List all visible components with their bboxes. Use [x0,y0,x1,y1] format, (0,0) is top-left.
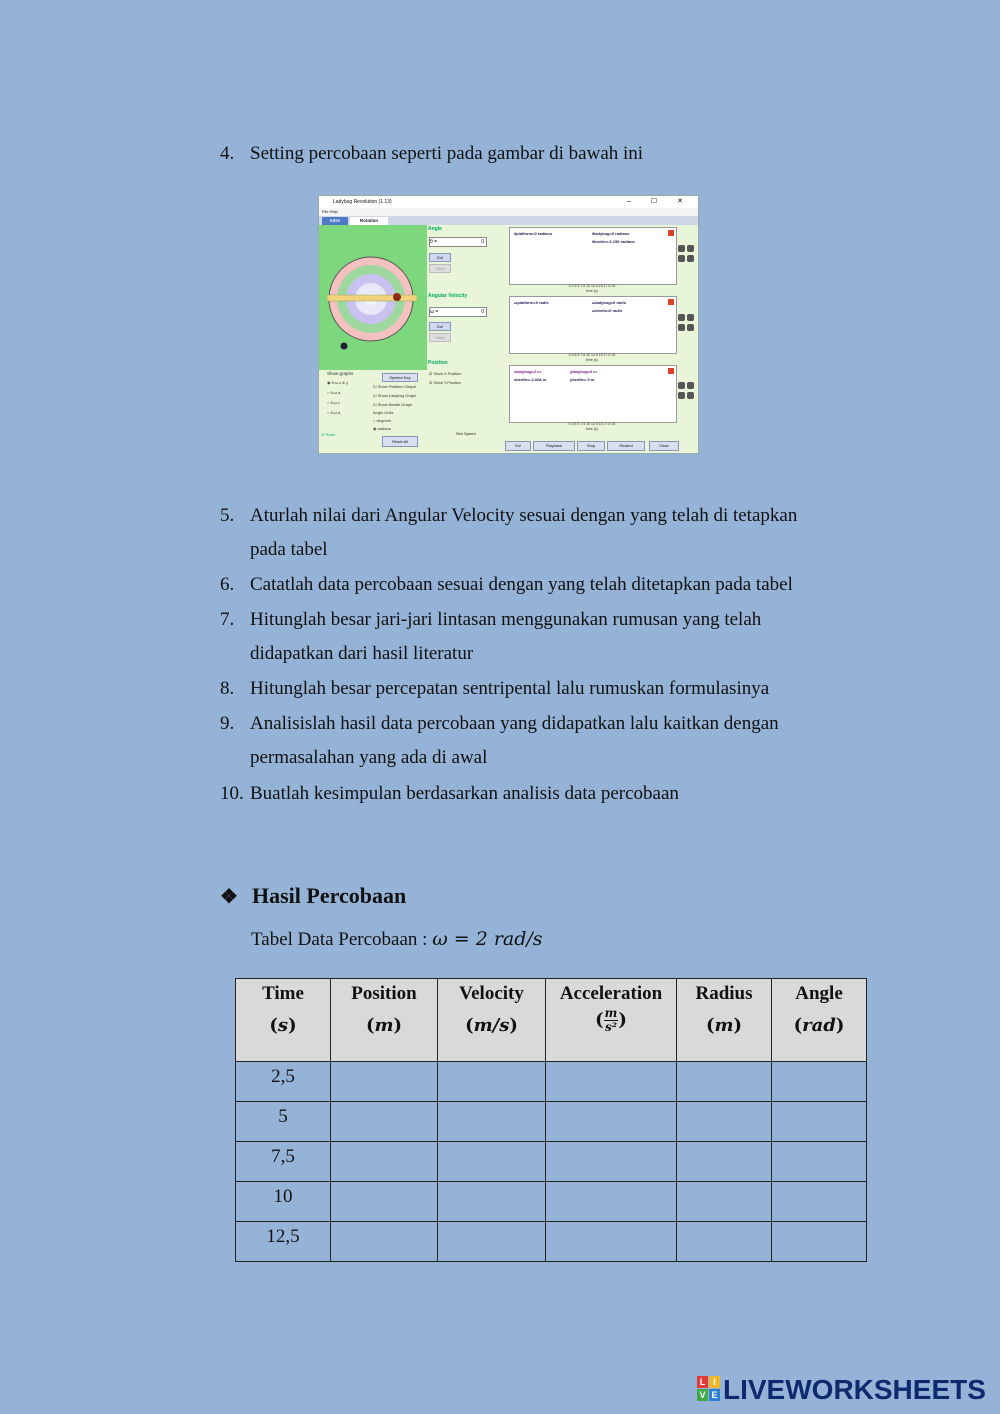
ruler-check: ☑ Ruler [321,432,336,437]
close-icon [668,299,674,305]
angle-platform-readout: θplatform=0 radians [514,231,553,236]
velocity-beetle-readout: ωbeetle=0 rad/s [592,308,623,313]
step-text [250,603,870,671]
section-heading [220,883,406,909]
graph-option-2: ○ θ,ω,a [327,390,341,395]
playback-button: Playback [533,441,575,451]
play-go-button: Go! [505,441,531,451]
time-cell: 10 [236,1182,331,1222]
time-cell: 2,5 [236,1062,331,1102]
answer-cell[interactable] [438,1222,546,1262]
unit-degrees: ○ degrees [373,418,391,423]
velocity-go-button: Go! [429,322,451,331]
answer-cell[interactable] [546,1182,677,1222]
sim-tab-rotation: Rotation [350,217,388,225]
header-angle [772,979,867,1062]
answer-cell[interactable] [772,1102,867,1142]
time-label: time (s) [586,289,598,293]
header-radius [677,979,772,1062]
answer-cell[interactable] [546,1142,677,1182]
header-label: Radius [695,983,753,1004]
show-x-label: Show X-Position [433,372,462,376]
angle-field [429,237,487,247]
omega-symbol: ω = [430,309,439,315]
position-beetle-readout: xbeetle=-2.928 m [514,377,547,382]
unit-symbol: rad [802,1015,836,1036]
table-row [236,1062,867,1102]
answer-cell[interactable] [331,1062,438,1102]
header-time [236,979,331,1062]
sim-graphs [501,225,698,438]
angular-velocity-graph [509,296,677,354]
time-cell: 12,5 [236,1222,331,1262]
angle-beetle-readout: θbeetle=-0.155 radians [592,239,635,244]
graph-option-3: ○ θ,ω,v [327,400,341,405]
graph-option-label: θ,ω,a [330,410,341,415]
answer-cell[interactable] [331,1182,438,1222]
angle-units-label: Angle Units [373,410,394,415]
table-header-row [236,979,867,1062]
header-unit: ( $\frac{m}{\text{s²}}$ ) [595,1006,627,1034]
zoom-controls [678,314,696,336]
sim-speed-label: Sim Speed [456,431,476,436]
diamond-bullet-icon: ❖ [220,886,238,908]
table-row [236,1222,867,1262]
velocity-platform-readout: ωplatform=0 rad/s [514,300,549,305]
unit-fraction [604,1007,619,1034]
unit-label: radians [377,426,391,431]
position-label: Position [428,360,448,366]
position-graph [509,365,677,423]
angular-velocity-label: Angular Velocity [428,293,468,299]
unit-radians: ◉ radians [373,426,391,431]
table-caption-text: Tabel Data Percobaan : [251,929,433,950]
data-table [235,978,867,1262]
position-ladybug-readout: xladybug=2 m [514,369,541,374]
reset-all-button: Reset All [382,436,418,447]
ladybug-icon [393,293,401,301]
sim-controls [427,225,501,453]
symbol-key-button: Symbol Key [382,373,418,382]
step-text: Setting percobaan seperti pada gambar di bawah ini [250,143,644,164]
step-line: permasalahan yang ada di awal [250,747,488,768]
answer-cell[interactable] [331,1142,438,1182]
answer-cell[interactable] [772,1142,867,1182]
header-label: Angle [795,983,843,1004]
time-cell: 5 [236,1102,331,1142]
table-row [236,1182,867,1222]
table-row [236,1102,867,1142]
sim-titlebar [319,196,698,208]
answer-cell[interactable] [677,1182,772,1222]
check-label: Show Beetle Graph [377,402,413,407]
angle-value: 0 [481,239,484,245]
answer-cell[interactable] [438,1102,546,1142]
show-graphs-label: Show graphs [327,371,354,376]
angle-graph [509,227,677,285]
step-number: 9. [220,713,235,734]
header-velocity [438,979,546,1062]
time-ticks: 0 2.5 5 7.5 10 12.5 15 17.5 20 [568,284,616,288]
show-ladybug-check: ☑ Show Ladybug Graph [373,393,417,398]
unit-label: degrees [376,418,391,423]
logo-text: LIVEWORKSHEETS [723,1374,986,1405]
beetle-icon [341,343,348,350]
unit-symbol: s [277,1015,289,1036]
step-text: Buatlah kesimpulan berdasarkan analisis data percobaan [250,783,679,804]
answer-cell[interactable] [772,1222,867,1262]
sim-tab-intro: Intro [322,217,348,225]
rotating-platform [319,225,427,370]
position-y-beetle-readout: ybeetle=-0 m [570,377,595,382]
time-cell: 7,5 [236,1142,331,1182]
step-text [250,707,870,775]
time-ticks: 0 2.5 5 7.5 10 12.5 15 17.5 20 [568,353,616,357]
step-number: 7. [220,609,235,630]
time-label: time (s) [586,358,598,362]
rewind-button: Rewind [607,441,645,451]
velocity-clear-button: Clear [429,333,451,342]
header-unit: (m) [365,1015,403,1036]
sim-tabs [319,216,698,225]
answer-cell[interactable] [677,1102,772,1142]
answer-cell[interactable] [438,1142,546,1182]
logo-letter: E [709,1389,720,1401]
step-number: 10. [220,783,244,804]
section-title: Hasil Percobaan [252,883,407,908]
show-beetle-check: ☑ Show Beetle Graph [373,402,413,407]
step-number: 4. [220,143,235,164]
step-line: Analisislah hasil data percobaan yang didapatkan lalu kaitkan dengan [250,713,779,734]
answer-cell[interactable] [772,1062,867,1102]
stop-button: Stop [577,441,605,451]
header-unit: (rad) [793,1015,845,1036]
step-text: Hitunglah besar percepatan sentripental lalu rumuskan formulasinya [250,678,770,699]
logo-letter: V [697,1389,708,1401]
position-y-ladybug-readout: yladybug=0 m [570,369,597,374]
step-text: Catatlah data percobaan sesuai dengan yang telah ditetapkan pada tabel [250,574,793,595]
graph-option-label: θ,ω,x & y [331,380,349,385]
playback-bar [501,438,698,453]
velocity-ladybug-readout: ωladybug=0 rad/s [592,300,626,305]
unit-symbol: m [374,1015,394,1036]
answer-cell[interactable] [546,1102,677,1142]
unit-symbol: m [714,1015,734,1036]
logo-letter: L [697,1376,708,1388]
check-label: Show Ladybug Graph [377,393,417,398]
angle-label: Angle [428,226,442,232]
sim-bottom-panel [319,370,427,453]
table-caption [251,924,543,955]
step-line: Hitunglah besar jari-jari lintasan menggunakan rumusan yang telah [250,609,762,630]
close-icon [668,230,674,236]
header-unit: (s) [269,1015,297,1036]
step-number: 8. [220,678,235,699]
step-text [250,499,870,567]
angle-go-button: Go! [429,253,451,262]
step-line: didapatkan dari hasil literatur [250,643,474,664]
show-y-label: Show Y-Position [433,381,461,385]
close-icon [668,368,674,374]
live-logo-icon [697,1376,721,1402]
step-line: pada tabel [250,539,328,560]
graph-option-4: ○ θ,ω,a [327,410,341,415]
answer-cell[interactable] [546,1222,677,1262]
angle-ladybug-readout: θladybug=0 radians [592,231,630,236]
answer-cell[interactable] [331,1222,438,1262]
graph-option-label: θ,ω,v [330,400,341,405]
table-caption-math: ω = 2 rad/s [432,928,543,950]
graph-option-label: θ,ω,a [330,390,341,395]
unit-denominator: s² [604,1020,617,1034]
answer-cell[interactable] [331,1102,438,1142]
check-label: Show Platform Graph [377,384,416,389]
sim-window-title: Ladybug Revolution (1.13) [333,199,392,205]
answer-cell[interactable] [438,1062,546,1102]
sim-menubar: File Help [319,208,699,216]
angular-velocity-field [429,307,487,317]
step-number: 5. [220,505,235,526]
sim-arena [319,225,427,370]
step-line: Aturlah nilai dari Angular Velocity sesuai dengan yang telah di tetapkan [250,505,798,526]
answer-cell[interactable] [772,1182,867,1222]
simulation-screenshot [318,195,699,454]
header-label: Position [351,983,417,1004]
answer-cell[interactable] [677,1062,772,1102]
show-platform-check: ☑ Show Platform Graph [373,384,416,389]
header-label: Acceleration [559,983,663,1004]
zoom-controls [678,382,696,404]
answer-cell[interactable] [546,1062,677,1102]
graph-option-1: ◉ θ,ω,x & y [327,380,349,385]
header-label: Time [262,983,304,1004]
unit-numerator: m [604,1006,618,1020]
show-y-checkbox: ☑ Show Y-Position [429,381,461,385]
unit-symbol: m/s [473,1015,510,1036]
header-position [331,979,438,1062]
show-x-checkbox: ☑ Show X-Position [429,372,462,376]
table-row [236,1142,867,1182]
header-unit: (m) [705,1015,743,1036]
time-ticks: 0 2.5 5 7.5 10 12.5 15 17.5 20 [568,422,616,426]
angle-clear-button: Clear [429,264,451,273]
angle-symbol: θ = [430,239,438,245]
playback-clear-button: Clear [649,441,679,451]
header-acceleration [546,979,677,1062]
step-number: 6. [220,574,235,595]
answer-cell[interactable] [438,1182,546,1222]
answer-cell[interactable] [677,1142,772,1182]
ruler-label: Ruler [325,432,336,437]
header-label: Velocity [459,983,524,1004]
answer-cell[interactable] [677,1222,772,1262]
liveworksheets-logo [697,1374,986,1414]
time-label: time (s) [586,427,598,431]
sim-window-controls: – ☐ ✕ [627,198,692,205]
header-unit: (m/s) [465,1015,518,1036]
logo-letter: I [709,1376,720,1388]
omega-value: 0 [481,309,484,315]
zoom-controls [678,245,696,267]
